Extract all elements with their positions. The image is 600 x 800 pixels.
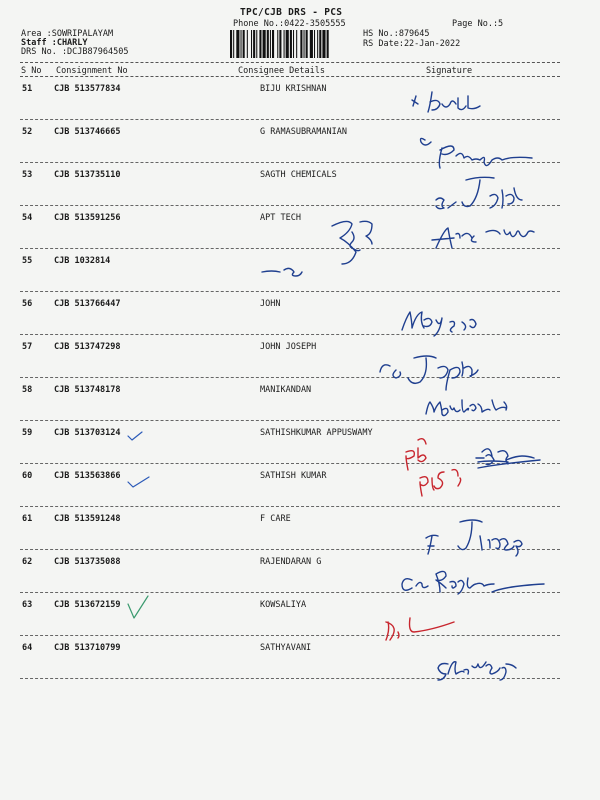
signature-60-blue <box>476 449 540 468</box>
barcode-bar <box>259 30 261 58</box>
barcode-bar <box>296 30 297 58</box>
row-divider <box>20 248 560 249</box>
tick-59 <box>128 432 142 440</box>
row-serial-number: 55 <box>22 256 33 266</box>
row-serial-number: 60 <box>22 471 33 481</box>
tick-63 <box>128 596 148 618</box>
row-consignment-number: CJB 513710799 <box>54 643 121 653</box>
signature-57 <box>380 356 478 390</box>
red-mark-59 <box>406 439 426 470</box>
barcode-bar <box>317 30 318 58</box>
row-consignment-number: CJB 513577834 <box>54 84 121 94</box>
barcode-bar <box>293 30 294 58</box>
column-header-signature: Signature <box>426 66 473 76</box>
signature-54 <box>432 228 534 248</box>
row-serial-number: 59 <box>22 428 33 438</box>
tick-60 <box>128 477 149 487</box>
row-consignment-number: CJB 513735088 <box>54 557 121 567</box>
page-number: Page No.:5 <box>452 19 504 29</box>
barcode <box>230 30 362 58</box>
row-consignee-name: G RAMASUBRAMANIAN <box>260 127 347 137</box>
row-consignee-name: APT TECH <box>260 213 301 223</box>
signature-58 <box>426 400 507 416</box>
staff-label: Staff :CHARLY <box>21 38 88 48</box>
row-consignment-number: CJB 513746665 <box>54 127 121 137</box>
barcode-bar <box>314 30 315 58</box>
row-serial-number: 53 <box>22 170 33 180</box>
barcode-bar <box>253 30 255 58</box>
row-consignee-name: SATHISHKUMAR APPUSWAMY <box>260 428 373 438</box>
phone-number: Phone No.:0422-3505555 <box>233 19 346 29</box>
row-consignment-number: CJB 513735110 <box>54 170 121 180</box>
barcode-bar <box>279 30 281 58</box>
row-serial-number: 62 <box>22 557 33 567</box>
row-serial-number: 52 <box>22 127 33 137</box>
row-consignee-name: JOHN <box>260 299 281 309</box>
row-consignee-name: SATHYAVANI <box>260 643 312 653</box>
area-label: Area :SOWRIPALAYAM <box>21 29 114 39</box>
row-consignee-name: SAGTH CHEMICALS <box>260 170 337 180</box>
row-divider <box>20 635 560 636</box>
barcode-bar <box>230 30 232 58</box>
barcode-bar <box>267 30 269 58</box>
signature-61 <box>426 520 522 556</box>
barcode-bar <box>322 30 325 58</box>
row-consignment-number: CJB 513563866 <box>54 471 121 481</box>
barcode-bar <box>286 30 289 58</box>
row-consignment-number: CJB 513591256 <box>54 213 121 223</box>
barcode-bar <box>304 30 305 58</box>
row-consignee-name: JOHN JOSEPH <box>260 342 317 352</box>
row-consignee-name: KOWSALIYA <box>260 600 307 610</box>
row-consignment-number: CJB 513747298 <box>54 342 121 352</box>
barcode-bar <box>256 30 257 58</box>
row-consignment-number: CJB 513766447 <box>54 299 121 309</box>
signature-53 <box>436 177 522 208</box>
signature-62 <box>402 571 544 594</box>
row-consignee-name: RAJENDARAN G <box>260 557 322 567</box>
row-divider <box>20 377 560 378</box>
row-divider <box>20 291 560 292</box>
row-serial-number: 63 <box>22 600 33 610</box>
row-serial-number: 61 <box>22 514 33 524</box>
rs-date: RS Date:22-Jan-2022 <box>363 39 461 49</box>
drs-number: DRS No. :DCJB87964505 <box>21 47 129 57</box>
barcode-bar <box>233 30 234 58</box>
row-consignee-name: F CARE <box>260 514 291 524</box>
column-header-sno: S No <box>21 66 42 76</box>
row-divider <box>20 334 560 335</box>
row-consignment-number: CJB 513748178 <box>54 385 121 395</box>
barcode-bar <box>310 30 313 58</box>
column-header-divider <box>20 76 560 77</box>
row-consignee-name: MANIKANDAN <box>260 385 312 395</box>
row-consignee-name: BIJU KRISHNAN <box>260 84 327 94</box>
barcode-bar <box>241 30 242 58</box>
barcode-bar <box>306 30 308 58</box>
row-serial-number: 54 <box>22 213 33 223</box>
row-divider <box>20 506 560 507</box>
barcode-bar <box>327 30 329 58</box>
row-serial-number: 64 <box>22 643 33 653</box>
barcode-bar <box>243 30 245 58</box>
barcode-bar <box>300 30 302 58</box>
barcode-bar <box>272 30 274 58</box>
red-mark-63 <box>386 618 454 640</box>
row-consignee-name: SATHISH KUMAR <box>260 471 327 481</box>
barcode-bar <box>284 30 285 58</box>
barcode-bar <box>290 30 292 58</box>
row-consignment-number: CJB 513672159 <box>54 600 121 610</box>
barcode-bar <box>277 30 278 58</box>
row-divider <box>20 420 560 421</box>
signature-56 <box>402 312 476 336</box>
row-consignment-number: CJB 1032814 <box>54 256 111 266</box>
barcode-bar <box>247 30 248 58</box>
signature-51 <box>412 92 480 112</box>
barcode-bar <box>270 30 271 58</box>
row-divider <box>20 162 560 163</box>
barcode-bar <box>319 30 321 58</box>
row-divider <box>20 678 560 679</box>
row-divider <box>20 592 560 593</box>
barcode-bar <box>263 30 266 58</box>
row-serial-number: 57 <box>22 342 33 352</box>
row-consignment-number: CJB 513703124 <box>54 428 121 438</box>
row-serial-number: 58 <box>22 385 33 395</box>
row-serial-number: 51 <box>22 84 33 94</box>
red-mark-60 <box>420 470 461 496</box>
row-serial-number: 56 <box>22 299 33 309</box>
column-header-consignment: Consignment No <box>56 66 128 76</box>
sheet-title: TPC/CJB DRS - PCS <box>240 7 343 18</box>
hs-number: HS No.:879645 <box>363 29 430 39</box>
row-divider <box>20 463 560 464</box>
row-consignment-number: CJB 513591248 <box>54 514 121 524</box>
signature-52 <box>421 138 533 168</box>
barcode-bar <box>251 30 252 58</box>
row-divider <box>20 119 560 120</box>
row-divider <box>20 205 560 206</box>
header-divider <box>20 62 560 63</box>
barcode-bar <box>236 30 239 58</box>
row-divider <box>20 549 560 550</box>
column-header-consignee: Consignee Details <box>238 66 325 76</box>
